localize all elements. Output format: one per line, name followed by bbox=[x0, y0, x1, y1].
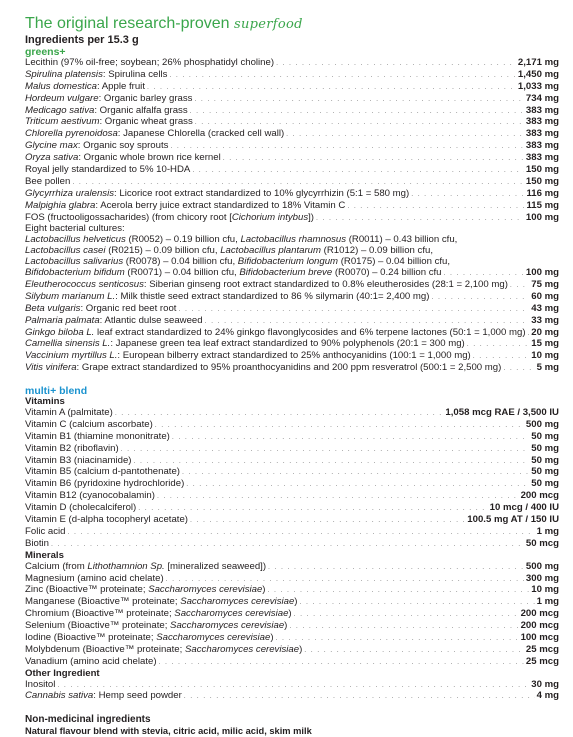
ingredient-name bbox=[25, 70, 167, 81]
ingredient-text: : Hemp seed powder bbox=[93, 690, 182, 702]
ingredient-amount: 20 mg bbox=[531, 326, 559, 338]
ingredient-name bbox=[25, 280, 508, 291]
title-script-word: superfood bbox=[234, 17, 303, 32]
dot-leader bbox=[133, 457, 529, 468]
ingredient-text: ) bbox=[262, 584, 266, 596]
mineral-row bbox=[25, 657, 559, 669]
ingredient-amount: 50 mcg bbox=[525, 537, 559, 549]
ingredient-text: ) bbox=[299, 643, 303, 655]
latin-name: Lactobacillus helveticus bbox=[25, 234, 126, 246]
latin-name: Triticum aestivum bbox=[25, 116, 100, 128]
ingredient-amount: 734 mg bbox=[525, 92, 559, 104]
ingredient-text: Chromium (Bioactive™ proteinate; bbox=[25, 608, 175, 620]
latin-name: Saccharomyces cerevisiae bbox=[180, 596, 295, 608]
latin-name: Lithothamnion Sp. bbox=[87, 560, 165, 572]
dot-leader bbox=[186, 480, 529, 491]
ingredient-text: Vitamin B12 (cyanocobalamin) bbox=[25, 490, 155, 502]
ingredient-amount: 383 mg bbox=[525, 128, 559, 140]
ingredient-text: ) bbox=[270, 631, 274, 643]
dot-leader bbox=[300, 598, 535, 609]
ingredient-text: : Grape extract standardized to 95% proanthocyanidins and 200 ppm resveratrol (500:1 = 2,500 mg) bbox=[76, 362, 502, 374]
dot-leader bbox=[286, 130, 524, 141]
dot-leader bbox=[147, 83, 516, 94]
ingredient-text: : Siberian ginseng root extract standardized to 0.8% eleutherosides (28:1 = 2,100 mg) bbox=[143, 278, 508, 290]
ingredient-name bbox=[25, 94, 192, 105]
ingredient-text: Vitamin B3 (niacinamide) bbox=[25, 454, 132, 466]
ingredient-amount: 60 mg bbox=[531, 290, 559, 302]
dot-leader bbox=[316, 214, 524, 225]
ingredient-text: : Licorice root extract standardized to 10% glycyrrhizin (5:1 = 580 mg) bbox=[114, 187, 410, 199]
dot-leader bbox=[411, 190, 524, 201]
ingredient-amount: 500 mg bbox=[525, 418, 559, 430]
ingredient-amount: 10 mg bbox=[531, 584, 559, 596]
ingredient-text: Biotin bbox=[25, 537, 49, 549]
ingredient-name bbox=[25, 645, 302, 656]
ingredient-text: (R0078) – 0.04 billion cfu, bbox=[123, 256, 238, 268]
greens-heading: greens+ bbox=[25, 46, 66, 58]
dot-leader bbox=[51, 540, 524, 551]
latin-name: Lactobacillus casei bbox=[25, 245, 106, 257]
ingredient-amount: 300 mg bbox=[525, 572, 559, 584]
ingredient-name bbox=[25, 420, 153, 431]
ingredient-text: Vitamin B1 (thiamine mononitrate) bbox=[25, 430, 170, 442]
latin-name: Beta vulgaris bbox=[25, 302, 81, 314]
ingredient-text: Selenium (Bioactive™ proteinate; bbox=[25, 620, 171, 632]
latin-name: Malus domestica bbox=[25, 80, 97, 92]
ingredient-text: Folic acid bbox=[25, 525, 66, 537]
ingredient-text: [mineralized seaweed]) bbox=[164, 560, 267, 572]
ingredient-text: Lecithin (97% oil-free; soybean; 26% phosphatidyl choline) bbox=[25, 57, 275, 68]
other-ingredient-heading: Other Ingredient bbox=[25, 667, 100, 679]
dot-leader bbox=[184, 692, 535, 703]
ingredient-text: leaf extract standardized to 24% ginkgo flavonglycosides and 6% terpene lactones (50:1 = 1,000 mg) bbox=[94, 326, 526, 338]
ingredient-name bbox=[25, 304, 176, 315]
non-medicinal-heading: Non-medicinal ingredients bbox=[25, 714, 151, 726]
ingredient-amount: 50 mg bbox=[531, 454, 559, 466]
ingredient-name bbox=[25, 432, 170, 443]
latin-name: Lactobacillus rhamnosus bbox=[240, 234, 347, 246]
dot-leader bbox=[268, 563, 524, 574]
ingredient-text: Bee pollen bbox=[25, 175, 71, 187]
ingredient-name bbox=[25, 213, 314, 224]
ingredient-text: : Organic red beet root bbox=[80, 302, 177, 314]
ingredient-name bbox=[25, 633, 274, 644]
ingredient-name bbox=[25, 328, 526, 339]
ingredient-amount: 50 mg bbox=[531, 442, 559, 454]
ingredient-text: Calcium (from bbox=[25, 560, 88, 572]
ingredient-text: : Spirulina cells bbox=[102, 68, 168, 80]
non-medicinal-text: Natural flavour blend with stevia, citric acid, milic acid, skim milk bbox=[25, 726, 312, 737]
latin-name: Silybum marianum L. bbox=[25, 290, 116, 302]
ingredient-text: : Acerola berry juice extract standardized to 18% Vitamin C bbox=[95, 199, 346, 211]
ingredient-amount: 50 mg bbox=[531, 430, 559, 442]
dot-leader bbox=[289, 622, 518, 633]
latin-name: Bifidobacterium bifidum bbox=[25, 267, 125, 279]
ingredient-amount: 100 mcg bbox=[520, 631, 559, 643]
ingredient-amount: 200 mcg bbox=[520, 490, 559, 502]
ingredient-text: (R1012) – 0.09 billion cfu, bbox=[321, 245, 433, 257]
dot-leader bbox=[276, 634, 519, 645]
ingredient-name bbox=[25, 621, 287, 632]
ingredient-text: : European bilberry extract standardized to 25% anthocyanidins (100:1 = 1,000 mg) bbox=[117, 350, 471, 362]
ingredient-text: : Japanese Chlorella (cracked cell wall) bbox=[117, 128, 285, 140]
vitamin-row bbox=[25, 515, 559, 527]
ingredient-name bbox=[25, 691, 182, 702]
ingredient-amount: 1,450 mg bbox=[517, 68, 559, 80]
ingredient-name bbox=[25, 491, 155, 502]
ingredient-text: Royal jelly standardized to 5% 10-HDA bbox=[25, 164, 191, 176]
ingredient-amount: 4 mg bbox=[536, 690, 559, 702]
ingredient-name bbox=[25, 58, 274, 69]
dot-leader bbox=[169, 71, 516, 82]
ingredient-name bbox=[25, 456, 131, 467]
dot-leader bbox=[528, 329, 530, 340]
latin-name: Saccharomyces cerevisiae bbox=[170, 620, 285, 632]
ingredient-text: : Organic whole brown rice kernel bbox=[78, 152, 221, 164]
dot-leader bbox=[268, 586, 530, 597]
ingredient-amount: 100 mg bbox=[525, 267, 559, 279]
ingredient-amount: 150 mg bbox=[525, 175, 559, 187]
ingredient-amount: 2,171 mg bbox=[517, 57, 559, 68]
latin-name: Glycine max bbox=[25, 140, 78, 152]
ingredient-amount: 33 mg bbox=[531, 314, 559, 326]
latin-name: Spirulina platensis bbox=[25, 68, 103, 80]
dot-leader bbox=[68, 528, 535, 539]
ingredient-name bbox=[25, 597, 298, 608]
ingredient-name bbox=[25, 503, 136, 514]
ingredient-text: Inositol bbox=[25, 678, 56, 690]
minerals-list bbox=[25, 562, 559, 669]
ingredient-name bbox=[25, 316, 203, 327]
ingredient-text: Manganese (Bioactive™ proteinate; bbox=[25, 596, 181, 608]
ingredient-name bbox=[25, 574, 164, 585]
latin-name: Camellia sinensis L. bbox=[25, 338, 111, 350]
ingredient-amount: 200 mcg bbox=[520, 608, 559, 620]
ingredient-amount: 100 mg bbox=[525, 211, 559, 223]
dot-leader bbox=[155, 421, 524, 432]
dot-leader bbox=[157, 492, 519, 503]
ingredient-text: : Organic wheat grass bbox=[99, 116, 193, 128]
ingredient-name bbox=[25, 117, 193, 128]
dot-leader bbox=[190, 516, 465, 527]
ingredient-text: : Apple fruit bbox=[96, 80, 145, 92]
ingredient-text: Vitamin E (d-alpha tocopheryl acetate) bbox=[25, 514, 189, 526]
ingredient-text: ]) bbox=[308, 211, 314, 223]
ingredient-name bbox=[25, 351, 471, 362]
ingredient-text: Vitamin A (palmitate) bbox=[25, 407, 113, 419]
ingredient-name bbox=[25, 339, 465, 350]
latin-name: Ginkgo biloba L. bbox=[25, 326, 95, 338]
dot-leader bbox=[115, 409, 444, 420]
ingredient-amount: 25 mcg bbox=[525, 655, 559, 667]
ingredient-amount: 200 mcg bbox=[520, 620, 559, 632]
dot-leader bbox=[467, 340, 530, 351]
ingredient-amount: 30 mg bbox=[531, 678, 559, 690]
minerals-heading: Minerals bbox=[25, 549, 64, 561]
ingredient-text: (R0071) – 0.04 billion cfu, bbox=[124, 267, 240, 279]
product-title bbox=[25, 15, 559, 34]
dot-leader bbox=[223, 154, 524, 165]
ingredient-name bbox=[25, 515, 188, 526]
ingredient-text: (R0011) – 0.43 billion cfu, bbox=[346, 234, 458, 246]
dot-leader bbox=[347, 202, 524, 213]
latin-name: Vitis vinifera bbox=[25, 362, 77, 374]
latin-name: Lactobacillus salivarius bbox=[25, 256, 124, 268]
dot-leader bbox=[304, 646, 524, 657]
ingredient-text: Molybdenum (Bioactive™ proteinate; bbox=[25, 643, 185, 655]
ingredient-amount: 116 mg bbox=[526, 187, 559, 199]
ingredient-amount: 15 mg bbox=[531, 338, 559, 350]
vitamin-row bbox=[25, 539, 559, 551]
latin-name: Chlorella pyrenoidosa bbox=[25, 128, 118, 140]
ingredient-amount: 1,033 mg bbox=[517, 80, 559, 92]
ingredient-amount: 500 mg bbox=[525, 560, 559, 572]
latin-name: Palmaria palmata bbox=[25, 314, 100, 326]
greens-row bbox=[25, 165, 559, 177]
ingredient-name bbox=[25, 129, 284, 140]
ingredient-name bbox=[25, 268, 442, 279]
ingredient-text: FOS (fructooligossacharides) (from chicory root [ bbox=[25, 211, 232, 223]
ingredient-amount: 383 mg bbox=[525, 116, 559, 128]
ingredient-text: Magnesium (amino acid chelate) bbox=[25, 572, 164, 584]
ingredient-amount: 1 mg bbox=[536, 525, 559, 537]
ingredient-name bbox=[25, 479, 184, 490]
dot-leader bbox=[178, 305, 529, 316]
latin-name: Saccharomyces cerevisiae bbox=[174, 608, 289, 620]
ingredient-name bbox=[25, 201, 345, 212]
greens-list-2 bbox=[25, 268, 559, 375]
dot-leader bbox=[138, 504, 487, 515]
ingredient-name bbox=[25, 562, 266, 573]
ingredient-text: (R0070) – 0.24 billion cfu bbox=[332, 267, 442, 279]
ingredient-amount: 10 mg bbox=[531, 350, 559, 362]
ingredient-text: Iodine (Bioactive™ proteinate; bbox=[25, 631, 157, 643]
ingredient-text: Vanadium (amino acid chelate) bbox=[25, 655, 157, 667]
latin-name: Glycyrrhiza uralensis bbox=[25, 187, 115, 199]
ingredient-amount: 43 mg bbox=[531, 302, 559, 314]
latin-name: Saccharomyces cerevisiae bbox=[148, 584, 263, 596]
ingredient-amount: 1 mg bbox=[536, 596, 559, 608]
greens-list bbox=[25, 58, 559, 224]
dot-leader bbox=[276, 59, 516, 70]
latin-name: Saccharomyces cerevisiae bbox=[184, 643, 300, 655]
ingredient-name bbox=[25, 177, 70, 188]
ingredient-amount: 50 mg bbox=[531, 478, 559, 490]
ingredient-text: : Atlantic dulse seaweed bbox=[99, 314, 203, 326]
vitamin-row bbox=[25, 527, 559, 539]
ingredient-amount: 150 mg bbox=[525, 164, 559, 176]
ingredient-text: ) bbox=[294, 596, 298, 608]
ingredient-name bbox=[25, 539, 49, 550]
ingredient-text: ) bbox=[288, 608, 292, 620]
ingredient-name bbox=[25, 657, 157, 668]
dot-leader bbox=[121, 445, 530, 456]
latin-name: Bifidobacterium longum bbox=[237, 256, 339, 268]
latin-name: Medicago sativa bbox=[25, 104, 95, 116]
ingredient-amount: 50 mg bbox=[531, 466, 559, 478]
ingredient-name bbox=[25, 609, 292, 620]
other-ingredient-row bbox=[25, 691, 559, 703]
ingredient-name bbox=[25, 189, 409, 200]
ingredient-text: Zinc (Bioactive™ proteinate; bbox=[25, 584, 149, 596]
ingredient-amount: 383 mg bbox=[525, 152, 559, 164]
ingredient-amount: 5 mg bbox=[536, 362, 559, 374]
latin-name: Oryza sativa bbox=[25, 152, 79, 164]
vitamins-heading: Vitamins bbox=[25, 396, 65, 408]
ingredient-text: : Japanese green tea leaf extract standardized to 90% polyphenols (20:1 = 300 mg) bbox=[110, 338, 465, 350]
ingredient-name bbox=[25, 141, 168, 152]
ingredient-amount: 25 mcg bbox=[525, 643, 559, 655]
dot-leader bbox=[294, 610, 519, 621]
ingredient-text: Vitamin B5 (calcium d-pantothenate) bbox=[25, 466, 181, 478]
ingredient-name bbox=[25, 363, 501, 374]
ingredient-name bbox=[25, 680, 55, 691]
ingredient-name bbox=[25, 82, 145, 93]
ingredient-amount: 383 mg bbox=[525, 104, 559, 116]
latin-name: Lactobacillus plantarum bbox=[220, 245, 321, 257]
latin-name: Saccharomyces cerevisiae bbox=[156, 631, 271, 643]
dot-leader bbox=[431, 293, 529, 304]
greens-row bbox=[25, 363, 559, 375]
dot-leader bbox=[194, 95, 523, 106]
ingredient-amount: 100.5 mg AT / 150 IU bbox=[467, 514, 559, 526]
ingredient-text: (R0052) – 0.19 billion cfu, bbox=[125, 234, 241, 246]
ingredient-text: : Organic barley grass bbox=[98, 92, 193, 104]
ingredient-text: ) bbox=[284, 620, 288, 632]
latin-name: Bifidobacterium breve bbox=[239, 267, 333, 279]
dot-leader bbox=[503, 364, 534, 375]
dot-leader bbox=[159, 658, 524, 669]
ingredient-name bbox=[25, 106, 188, 117]
ingredient-text: Vitamin B2 (riboflavin) bbox=[25, 442, 119, 454]
ingredient-text: Vitamin D (cholecalciferol) bbox=[25, 502, 137, 514]
ingredient-amount: 1,058 mcg RAE / 3,500 IU bbox=[445, 407, 559, 419]
ingredient-amount: 115 mg bbox=[526, 199, 559, 211]
latin-name: Cannabis sativa bbox=[25, 690, 94, 702]
dot-leader bbox=[192, 166, 524, 177]
bacteria-intro: Eight bacterial cultures: bbox=[25, 223, 125, 235]
ingredient-text: : Milk thistle seed extract standardized to 86 % silymarin (40:1= 2,400 mg) bbox=[115, 290, 430, 302]
ingredient-amount: 75 mg bbox=[531, 278, 559, 290]
latin-name: Malpighia glabra bbox=[25, 199, 96, 211]
ingredient-name bbox=[25, 408, 113, 419]
vitamins-list bbox=[25, 408, 559, 551]
ingredient-name bbox=[25, 467, 180, 478]
title-text: The original research-proven bbox=[25, 15, 234, 32]
multi-blend-heading: multi+ blend bbox=[25, 385, 88, 398]
ingredient-text: : Organic soy sprouts bbox=[77, 140, 169, 152]
dot-leader bbox=[510, 281, 529, 292]
ingredient-name bbox=[25, 527, 66, 538]
ingredient-name bbox=[25, 292, 429, 303]
dot-leader bbox=[170, 142, 523, 153]
ingredient-amount: 383 mg bbox=[525, 140, 559, 152]
ingredient-text: Vitamin B6 (pyridoxine hydrochloride) bbox=[25, 478, 185, 490]
ingredient-amount: 10 mcg / 400 IU bbox=[489, 502, 559, 514]
ingredient-text: (R0175) – 0.04 billion cfu, bbox=[338, 256, 451, 268]
other-list bbox=[25, 680, 559, 704]
dot-leader bbox=[190, 107, 524, 118]
dot-leader bbox=[182, 468, 529, 479]
ingredient-name bbox=[25, 153, 221, 164]
latin-name: Cichorium intybus bbox=[231, 211, 309, 223]
ingredients-heading: Ingredients per 15.3 g bbox=[25, 34, 139, 46]
latin-name: Hordeum vulgare bbox=[25, 92, 99, 104]
ingredient-name bbox=[25, 585, 266, 596]
latin-name: Vaccinium myrtillus L. bbox=[25, 350, 118, 362]
ingredient-name bbox=[25, 165, 190, 176]
latin-name: Eleutherococcus senticosus bbox=[25, 278, 144, 290]
ingredient-name bbox=[25, 444, 119, 455]
ingredient-text: : Organic alfalfa grass bbox=[94, 104, 188, 116]
bacteria-list bbox=[25, 235, 559, 268]
dot-leader bbox=[172, 433, 529, 444]
ingredient-text: Vitamin C (calcium ascorbate) bbox=[25, 418, 153, 430]
ingredient-text: (R0215) – 0.09 billion cfu, bbox=[105, 245, 221, 257]
